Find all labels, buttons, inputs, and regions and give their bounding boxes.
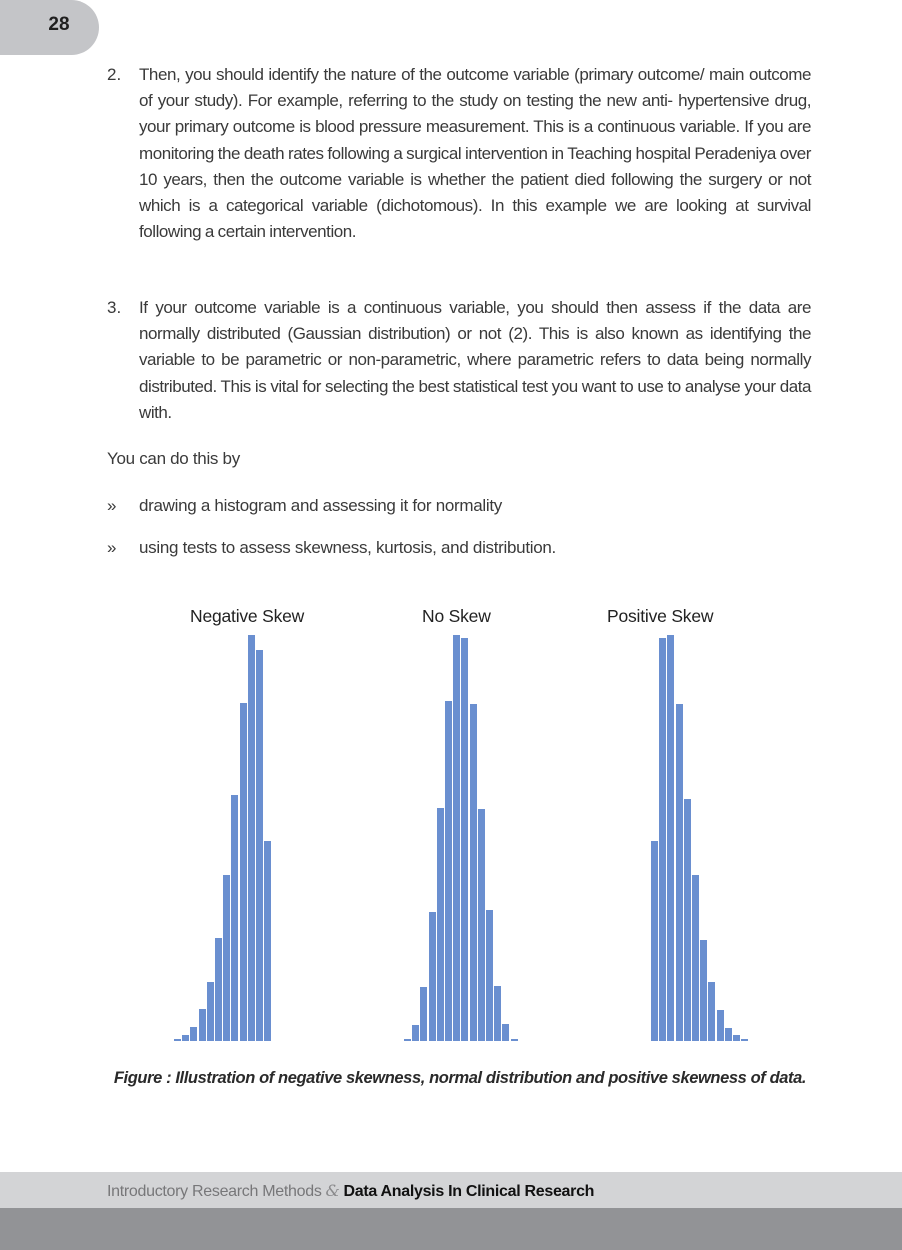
bullet-text: using tests to assess skewness, kurtosis, and distribution. — [139, 538, 556, 557]
histogram-bar — [692, 875, 699, 1041]
footer-book-title-part2: Data Analysis In Clinical Research — [343, 1183, 595, 1200]
histogram-bar — [223, 875, 230, 1041]
histogram-bar — [667, 635, 674, 1041]
item-number: 3. — [107, 298, 122, 317]
histogram-bar — [437, 808, 444, 1041]
histogram-bar — [231, 795, 238, 1041]
histogram-negative-skew — [174, 620, 274, 1041]
histogram-bar — [494, 986, 501, 1041]
chart-title-negative: Negative Skew — [190, 606, 305, 626]
histogram-bar — [207, 982, 214, 1041]
figure-caption: Figure : Illustration of negative skewness, normal distribution and positive skewness of data. — [113, 1069, 807, 1087]
histogram-bar — [700, 940, 707, 1041]
histogram-bar — [651, 841, 658, 1041]
histogram-bar — [199, 1009, 206, 1041]
histogram-bar — [174, 1039, 181, 1041]
histogram-bar — [264, 841, 271, 1041]
histogram-no-skew — [404, 620, 519, 1041]
histogram-bar — [240, 703, 247, 1041]
item-text: Then, you should identify the nature of the outcome variable (primary outcome/ main outcome of your study). For example, referring to the study on testing the new anti- hypertensive drug, your primary outcome is blood pressure measurement. This is a continuous variable. If you are monitoring the death rates following a surgical intervention in Teaching hospital Peradeniya over 10 years, then the outcome variable is whether the patient died following the surgery or not which is a categorical variable (dichotomous). In this example we are looking at survival following a certain intervention. — [139, 65, 811, 242]
histogram-bar — [741, 1039, 748, 1041]
numbered-item-3 — [107, 295, 811, 426]
histogram-bar — [412, 1025, 419, 1041]
bullet-chevron-icon: » — [107, 496, 117, 515]
histogram-bar — [182, 1035, 189, 1041]
histogram-positive-skew — [651, 620, 751, 1041]
item-number: 2. — [107, 65, 122, 84]
histogram-bar — [445, 701, 452, 1041]
histogram-bar — [478, 809, 485, 1041]
histogram-bar — [708, 982, 715, 1041]
histogram-bar — [190, 1027, 197, 1041]
histogram-bar — [248, 635, 255, 1041]
histogram-bar — [420, 987, 427, 1041]
histogram-bar — [502, 1024, 509, 1041]
footer-bottom-band — [0, 1208, 902, 1250]
chart-title-positive: Positive Skew — [607, 606, 714, 626]
footer-title — [107, 1181, 594, 1201]
histogram-bar — [256, 650, 263, 1041]
histogram-bar — [511, 1039, 518, 1041]
histogram-bar — [676, 704, 683, 1041]
bullet-text: drawing a histogram and assessing it for normality — [139, 496, 502, 515]
histogram-bar — [725, 1028, 732, 1041]
histogram-bar — [733, 1035, 740, 1041]
histogram-bar — [461, 638, 468, 1041]
histogram-bar — [659, 638, 666, 1041]
intro-text: You can do this by — [107, 449, 240, 468]
footer-book-title-part1: Introductory Research Methods — [107, 1183, 322, 1200]
bullet-chevron-icon: » — [107, 538, 117, 557]
histogram-bar — [684, 799, 691, 1041]
histogram-bar — [215, 938, 222, 1041]
chart-title-normal: No Skew — [422, 606, 491, 626]
page-number: 28 — [48, 14, 70, 35]
item-text: If your outcome variable is a continuous variable, you should then assess if the data are normally distributed (Gaussian distribution) or not (2). This is also known as identifying the variable to be parametric or non-parametric, where parametric refers to data being normally distributed. This is vital for selecting the best statistical test you want to use to analyse your data with. — [139, 298, 811, 422]
histogram-bar — [404, 1039, 411, 1041]
histogram-bar — [717, 1010, 724, 1041]
histogram-bar — [453, 635, 460, 1041]
footer-ampersand: & — [325, 1181, 340, 1200]
histogram-bar — [486, 910, 493, 1041]
histogram-bar — [429, 912, 436, 1041]
histogram-bar — [470, 704, 477, 1041]
numbered-item-2 — [107, 62, 811, 245]
